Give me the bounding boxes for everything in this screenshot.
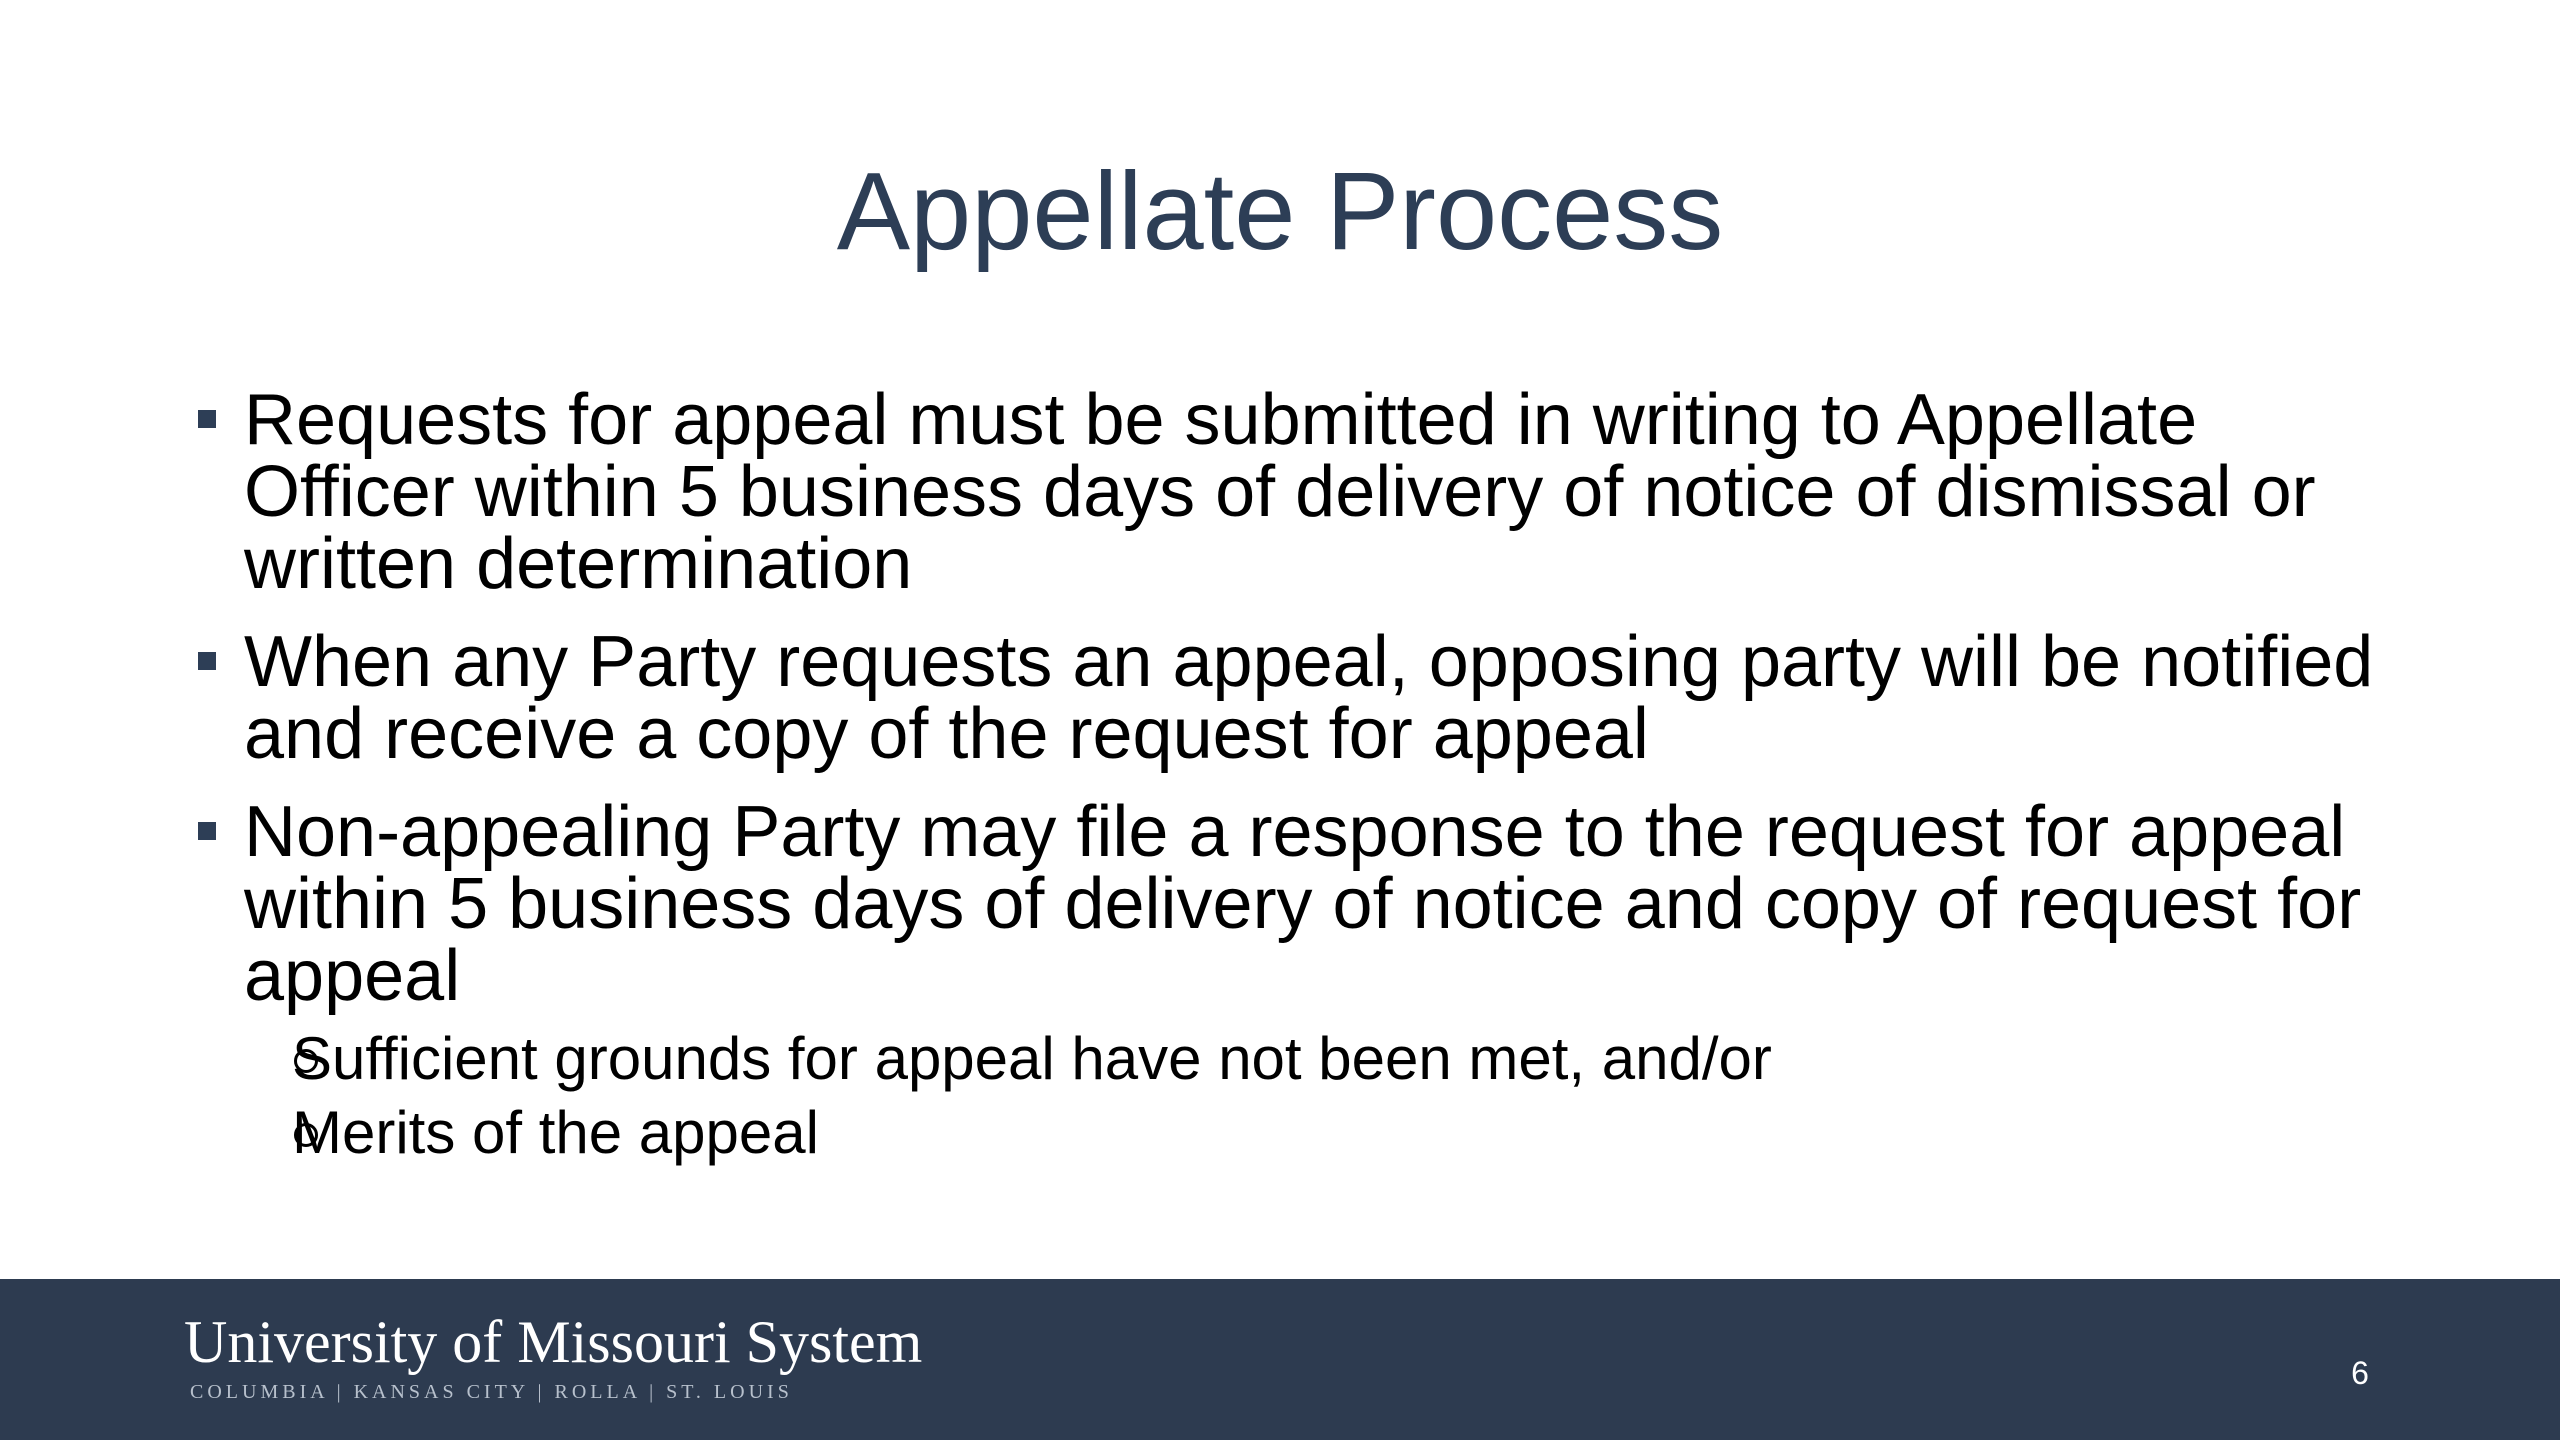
bullet-item [196, 380, 2376, 604]
sub-bullet-item [196, 1022, 2376, 1096]
bullet-item [196, 792, 2376, 1170]
sub-bullet-text: Merits of the appeal [292, 1099, 819, 1166]
bullet-text: When any Party requests an appeal, opposing party will be notified and receive a copy of the request for appeal [244, 622, 2374, 774]
slide-title: Appellate Process [836, 150, 1724, 273]
footer-bar [0, 1279, 2560, 1440]
sub-bullet-list [244, 1022, 2376, 1170]
page-number: 6 [2351, 1355, 2369, 1391]
sub-bullet-item [196, 1096, 2376, 1170]
bullet-text: Requests for appeal must be submitted in writing to Appellate Officer within 5 business days of delivery of notice of dismissal or written determination [244, 380, 2316, 604]
sub-bullet-text: Sufficient grounds for appeal have not been met, and/or [292, 1025, 1772, 1092]
bullet-list [196, 380, 2376, 1196]
square-bullet-icon [198, 822, 216, 840]
circle-bullet-icon [294, 1049, 318, 1073]
campus-list-text: COLUMBIA | KANSAS CITY | ROLLA | ST. LOUIS [190, 1381, 793, 1403]
bullet-text: Non-appealing Party may file a response to the request for appeal within 5 business days of delivery of notice and copy of request for appeal [244, 792, 2362, 1016]
square-bullet-icon [198, 410, 216, 428]
university-logo-text: University of Missouri System [184, 1309, 923, 1375]
bullet-item [196, 622, 2376, 774]
circle-bullet-icon [294, 1123, 318, 1147]
square-bullet-icon [198, 652, 216, 670]
